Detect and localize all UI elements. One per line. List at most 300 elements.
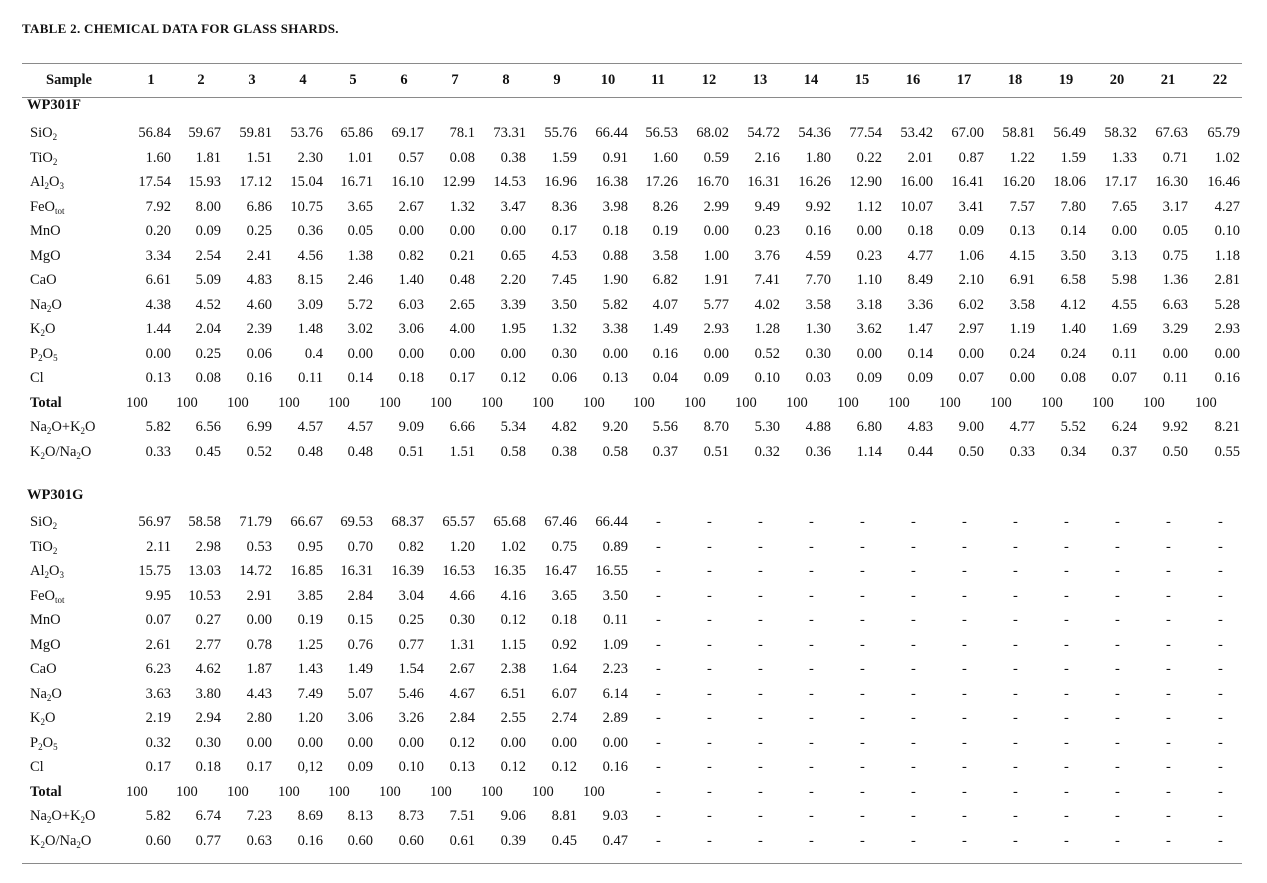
table-cell: -	[1166, 538, 1171, 555]
table-cell: -	[707, 587, 712, 604]
table-cell: -	[1115, 587, 1120, 604]
table-cell: 1.01	[347, 149, 373, 166]
table-cell: 0.14	[1060, 223, 1086, 239]
table-cell: 77.54	[849, 125, 882, 141]
table-cell: 4.77	[907, 247, 933, 264]
row-label: Total	[30, 394, 62, 411]
table-cell: 0.00	[703, 223, 729, 239]
table-cell: 59.81	[239, 125, 272, 141]
table-cell: 100	[278, 783, 300, 800]
table-cell: 6.82	[652, 272, 678, 288]
table-cell: 4.67	[449, 685, 475, 702]
table-cell: -	[707, 514, 712, 530]
table-cell: 6.63	[1162, 296, 1188, 313]
table-cell: 0.21	[449, 247, 475, 264]
header-sample: Sample	[46, 72, 92, 88]
table-cell: 2.65	[449, 296, 475, 313]
table-cell: 0.08	[195, 370, 221, 386]
table-cell: 0.37	[652, 443, 678, 460]
header-col-9: 9	[553, 72, 561, 88]
table-cell: -	[656, 514, 661, 530]
table-cell: 4.62	[195, 661, 221, 677]
table-cell: -	[911, 808, 916, 824]
table-cell: -	[1115, 710, 1120, 726]
table-cell: 16.10	[391, 174, 424, 190]
table-cell: -	[860, 612, 865, 628]
table-cell: 0.09	[195, 223, 221, 239]
table-cell: 0.59	[703, 149, 729, 166]
table-cell: 16.20	[1002, 174, 1035, 190]
table-cell: 3.17	[1162, 198, 1188, 215]
table-cell: 0.00	[703, 345, 729, 362]
table-cell: 0.20	[145, 223, 171, 239]
row-label: CaO	[30, 272, 57, 288]
table-cell: -	[1013, 612, 1018, 628]
table-cell: 15.93	[188, 174, 221, 190]
header-col-3: 3	[248, 72, 256, 88]
table-cell: 9.00	[958, 419, 984, 435]
table-cell: 68.02	[696, 125, 729, 141]
table-cell: 66.44	[595, 125, 628, 141]
table-cell: 2.10	[958, 272, 984, 288]
table-cell: -	[1218, 612, 1223, 628]
table-cell: -	[1013, 832, 1018, 849]
table-cell: -	[707, 685, 712, 702]
row-label: MnO	[30, 223, 61, 239]
header-col-1: 1	[147, 72, 155, 88]
table-cell: 0.08	[1060, 370, 1086, 386]
table-cell: -	[707, 759, 712, 775]
table-cell: -	[1166, 514, 1171, 530]
table-cell: 1.20	[449, 538, 475, 555]
table-cell: 2.99	[703, 198, 729, 215]
table-cell: -	[1166, 563, 1171, 579]
table-cell: 4.52	[195, 296, 221, 313]
table-cell: -	[656, 808, 661, 824]
table-cell: 100	[888, 394, 910, 411]
table-cell: 1.40	[1060, 321, 1086, 337]
table-cell: 0.33	[1009, 443, 1035, 460]
table-cell: 1.60	[652, 149, 678, 166]
table-cell: -	[758, 538, 763, 555]
table-cell: 0.04	[652, 370, 678, 386]
table-cell: 100	[583, 783, 605, 800]
table-cell: -	[656, 563, 661, 579]
table-cell: 65.57	[442, 514, 475, 530]
table-cell: 0.47	[602, 832, 628, 849]
table-cell: 100	[1041, 394, 1063, 411]
table-cell: 2.19	[145, 710, 171, 726]
table-cell: 3.85	[297, 587, 323, 604]
header-col-7: 7	[451, 72, 459, 88]
table-cell: 5.82	[602, 296, 628, 313]
table-cell: 0.00	[500, 734, 526, 751]
table-cell: -	[758, 783, 763, 800]
table-cell: 0.06	[551, 370, 577, 386]
table-cell: 0.12	[500, 759, 526, 775]
table-cell: 0.11	[603, 612, 628, 628]
table-cell: 5.09	[195, 272, 221, 288]
table-cell: 7.49	[297, 685, 323, 702]
table-cell: 1.81	[195, 149, 221, 166]
table-cell: -	[962, 636, 967, 653]
table-cell: -	[758, 612, 763, 628]
table-cell: -	[962, 685, 967, 702]
table-cell: 0.00	[500, 223, 526, 239]
table-cell: -	[1064, 661, 1069, 677]
table-cell: -	[1166, 759, 1171, 775]
table-cell: -	[911, 636, 916, 653]
table-cell: -	[962, 661, 967, 677]
table-cell: 9.92	[805, 198, 831, 215]
header-col-13: 13	[752, 72, 768, 88]
table-cell: 0.33	[145, 443, 171, 460]
table-cell: 8.00	[195, 198, 221, 215]
table-cell: 1.32	[449, 198, 475, 215]
table-cell: 3.36	[907, 296, 933, 313]
table-cell: 7.70	[805, 272, 831, 288]
table-cell: -	[911, 685, 916, 702]
table-cell: 0.12	[500, 370, 526, 386]
table-cell: 8.26	[652, 198, 678, 215]
table-cell: 15.04	[290, 174, 323, 190]
table-cell: 1.43	[297, 661, 323, 677]
table-cell: 4.16	[500, 587, 526, 604]
table-cell: 1.18	[1214, 247, 1240, 264]
table-cell: 0.77	[398, 636, 424, 653]
table-cell: -	[860, 710, 865, 726]
table-cell: -	[911, 832, 916, 849]
table-cell: 5.82	[145, 419, 171, 435]
table-cell: 6.99	[246, 419, 272, 435]
table-cell: 0.23	[856, 247, 882, 264]
table-cell: 4.82	[551, 419, 577, 435]
table-cell: -	[1013, 783, 1018, 800]
table-cell: 0.00	[246, 612, 272, 628]
table-cell: 6.23	[145, 661, 171, 677]
table-cell: 4.60	[246, 296, 272, 313]
table-cell: 0.58	[500, 443, 526, 460]
table-cell: 0.44	[907, 443, 933, 460]
table-cell: 4.15	[1009, 247, 1035, 264]
row-label: $Na_2O$	[30, 296, 62, 314]
table-cell: -	[809, 636, 814, 653]
header-col-16: 16	[905, 72, 921, 88]
table-cell: 1.95	[500, 321, 526, 337]
table-cell: 1.28	[754, 321, 780, 337]
table-cell: 1.51	[246, 149, 272, 166]
table-cell: -	[1115, 783, 1120, 800]
table-cell: 4.59	[805, 247, 831, 264]
table-cell: 0.75	[1162, 247, 1188, 264]
table-cell: -	[656, 538, 661, 555]
table-cell: 0.71	[1162, 149, 1188, 166]
table-cell: 9.92	[1162, 419, 1188, 435]
table-cell: 54.36	[798, 125, 831, 141]
table-cell: 65.68	[493, 514, 526, 530]
row-label: CaO	[30, 661, 57, 677]
table-cell: -	[962, 710, 967, 726]
table-cell: -	[1166, 832, 1171, 849]
table-cell: -	[758, 832, 763, 849]
table-cell: 0.00	[449, 345, 475, 362]
table-cell: 17.17	[1104, 174, 1137, 190]
table-cell: -	[1064, 710, 1069, 726]
table-cell: 0.70	[347, 538, 373, 555]
table-cell: -	[911, 587, 916, 604]
table-cell: 0.39	[500, 832, 526, 849]
table-cell: 9.09	[398, 419, 424, 435]
table-cell: 2.20	[500, 272, 526, 288]
table-cell: -	[809, 759, 814, 775]
table-cell: 0.00	[551, 734, 577, 751]
table-cell: 3.13	[1111, 247, 1137, 264]
table-cell: -	[707, 808, 712, 824]
table-cell: 69.17	[391, 125, 424, 141]
table-cell: 71.79	[239, 514, 272, 530]
table-cell: 0.48	[347, 443, 373, 460]
table-cell: -	[707, 563, 712, 579]
table-cell: -	[758, 563, 763, 579]
table-cell: -	[962, 759, 967, 775]
table-cell: 100	[532, 394, 554, 411]
table-cell: 68.37	[391, 514, 424, 530]
table-cell: -	[707, 734, 712, 751]
table-cell: 2.55	[500, 710, 526, 726]
table-cell: 0.00	[602, 734, 628, 751]
table-cell: 1.22	[1009, 149, 1035, 166]
table-cell: 1.54	[398, 661, 424, 677]
table-cell: 2.23	[602, 661, 628, 677]
table-cell: 0.07	[958, 370, 984, 386]
row-label: TiO$_2$	[30, 149, 58, 167]
table-cell: 0.36	[297, 223, 323, 239]
table-cell: 69.53	[340, 514, 373, 530]
table-cell: 10.53	[188, 587, 221, 604]
table-cell: 0.13	[145, 370, 171, 386]
table-cell: 16.55	[595, 563, 628, 579]
header-col-12: 12	[701, 72, 717, 88]
table-cell: -	[1115, 636, 1120, 653]
table-cell: 0.00	[347, 734, 373, 751]
row-label: $K_2O$	[30, 321, 56, 339]
table-cell: 3.65	[551, 587, 577, 604]
table-cell: 73.31	[493, 125, 526, 141]
table-cell: 9.49	[754, 198, 780, 215]
table-cell: 1.19	[1009, 321, 1035, 337]
table-cell: 0.09	[703, 370, 729, 386]
table-cell: 59.67	[188, 125, 221, 141]
row-label: $K_2O/Na_2O$	[30, 443, 92, 461]
table-bottom-rule	[22, 863, 1242, 864]
table-cell: 0.00	[856, 223, 882, 239]
table-cell: 0.00	[145, 345, 171, 362]
row-label: $Na_2O+K_2O$	[30, 808, 96, 826]
table-cell: 5.98	[1111, 272, 1137, 288]
table-cell: 2.84	[347, 587, 373, 604]
table-cell: 100	[176, 394, 198, 411]
table-cell: 12.90	[849, 174, 882, 190]
table-cell: 2.54	[195, 247, 221, 264]
table-cell: -	[707, 710, 712, 726]
header-col-5: 5	[349, 72, 357, 88]
table-cell: -	[656, 685, 661, 702]
table-cell: -	[809, 612, 814, 628]
table-cell: 3.50	[551, 296, 577, 313]
table-cell: 3.34	[145, 247, 171, 264]
table-cell: -	[1013, 710, 1018, 726]
table-cell: 1.32	[551, 321, 577, 337]
table-cell: 8.13	[347, 808, 373, 824]
table-cell: 100	[430, 783, 452, 800]
table-cell: 4.88	[805, 419, 831, 435]
table-cell: 0.37	[1111, 443, 1137, 460]
table-cell: 0.14	[347, 370, 373, 386]
table-cell: 1.60	[145, 149, 171, 166]
table-cell: -	[1013, 685, 1018, 702]
table-cell: 0.00	[500, 345, 526, 362]
table-cell: 2.98	[195, 538, 221, 555]
section-title-wp301f: WP301F	[27, 97, 81, 113]
table-cell: 2.39	[246, 321, 272, 337]
table-cell: 0.08	[449, 149, 475, 166]
table-cell: 3.58	[805, 296, 831, 313]
table-cell: 0.92	[551, 636, 577, 653]
table-cell: 3.38	[602, 321, 628, 337]
table-cell: 8.81	[551, 808, 577, 824]
table-cell: 4.77	[1009, 419, 1035, 435]
table-cell: 0.18	[398, 370, 424, 386]
table-title: TABLE 2. CHEMICAL DATA FOR GLASS SHARDS.	[22, 21, 339, 36]
table-cell: -	[911, 612, 916, 628]
table-cell: 0.23	[754, 223, 780, 239]
table-cell: -	[860, 808, 865, 824]
table-cell: -	[707, 538, 712, 555]
table-cell: 3.39	[500, 296, 526, 313]
table-cell: 0.14	[907, 345, 933, 362]
table-cell: -	[860, 685, 865, 702]
table-cell: 1.36	[1162, 272, 1188, 288]
table-cell: 3.26	[398, 710, 424, 726]
table-cell: 16.39	[391, 563, 424, 579]
table-cell: 16.26	[798, 174, 831, 190]
table-cell: 0.63	[246, 832, 272, 849]
table-cell: 17.26	[645, 174, 678, 190]
table-cell: -	[758, 759, 763, 775]
table-cell: 2.61	[145, 636, 171, 653]
table-cell: 4.12	[1060, 296, 1086, 313]
table-cell: 65.79	[1207, 125, 1240, 141]
header-col-14: 14	[803, 72, 819, 88]
table-cell: 2.41	[246, 247, 272, 264]
table-cell: 1.48	[297, 321, 323, 337]
table-cell: 5.34	[500, 419, 526, 435]
table-cell: 3.06	[398, 321, 424, 337]
table-cell: 54.72	[747, 125, 780, 141]
table-cell: -	[860, 636, 865, 653]
table-cell: 2.80	[246, 710, 272, 726]
table-cell: 15.75	[138, 563, 171, 579]
table-cell: 9.03	[602, 808, 628, 824]
table-cell: 3.50	[1060, 247, 1086, 264]
table-cell: 1.51	[449, 443, 475, 460]
table-cell: 53.42	[900, 125, 933, 141]
table-cell: 0.03	[805, 370, 831, 386]
table-cell: -	[1218, 759, 1223, 775]
table-cell: 100	[227, 394, 249, 411]
table-cell: -	[1013, 563, 1018, 579]
table-cell: -	[758, 734, 763, 751]
table-cell: -	[1064, 514, 1069, 530]
table-cell: 3.76	[754, 247, 780, 264]
table-cell: -	[911, 538, 916, 555]
table-cell: 16.85	[290, 563, 323, 579]
table-cell: 8.36	[551, 198, 577, 215]
table-cell: 3.02	[347, 321, 373, 337]
table-cell: -	[962, 783, 967, 800]
table-cell: -	[758, 636, 763, 653]
table-cell: -	[656, 661, 661, 677]
table-cell: 5.82	[145, 808, 171, 824]
table-cell: 4.57	[297, 419, 323, 435]
table-cell: 0.00	[398, 734, 424, 751]
table-cell: -	[911, 759, 916, 775]
table-top-rule	[22, 63, 1242, 64]
table-cell: -	[1064, 538, 1069, 555]
table-cell: -	[860, 759, 865, 775]
table-cell: -	[962, 808, 967, 824]
table-cell: 7.23	[246, 808, 272, 824]
table-cell: 1.30	[805, 321, 831, 337]
table-cell: -	[1013, 538, 1018, 555]
table-cell: -	[860, 514, 865, 530]
row-label: MgO	[30, 247, 61, 264]
table-cell: 2.04	[195, 321, 221, 337]
table-cell: -	[758, 710, 763, 726]
row-label: $K_2O/Na_2O$	[30, 832, 92, 850]
table-cell: -	[656, 832, 661, 849]
table-cell: 1.15	[500, 636, 526, 653]
table-cell: 4.38	[145, 296, 171, 313]
table-cell: 0.19	[652, 223, 678, 239]
table-cell: 100	[786, 394, 808, 411]
header-col-15: 15	[854, 72, 870, 88]
row-label: $Al_2O_3$	[30, 563, 64, 581]
row-label: $Na_2O+K_2O$	[30, 419, 96, 437]
table-cell: -	[1218, 685, 1223, 702]
table-cell: 0.00	[1009, 370, 1035, 386]
table-cell: 0,12	[297, 759, 323, 775]
table-cell: 0.77	[195, 832, 221, 849]
table-cell: 3.62	[856, 321, 882, 337]
table-cell: 8.70	[703, 419, 729, 435]
table-cell: 67.00	[951, 125, 984, 141]
table-cell: 0.13	[602, 370, 628, 386]
table-cell: 6.66	[449, 419, 475, 435]
table-cell: 0.88	[602, 247, 628, 264]
table-cell: 0.12	[500, 612, 526, 628]
table-cell: -	[911, 563, 916, 579]
table-cell: 2.46	[347, 272, 373, 288]
table-cell: -	[962, 538, 967, 555]
table-cell: 1.49	[652, 321, 678, 337]
header-col-22: 22	[1212, 72, 1228, 88]
table-cell: 3.63	[145, 685, 171, 702]
table-cell: 0.16	[1214, 370, 1240, 386]
table-cell: 4.83	[246, 272, 272, 288]
table-cell: 0.00	[398, 345, 424, 362]
table-cell: 1.59	[551, 149, 577, 166]
